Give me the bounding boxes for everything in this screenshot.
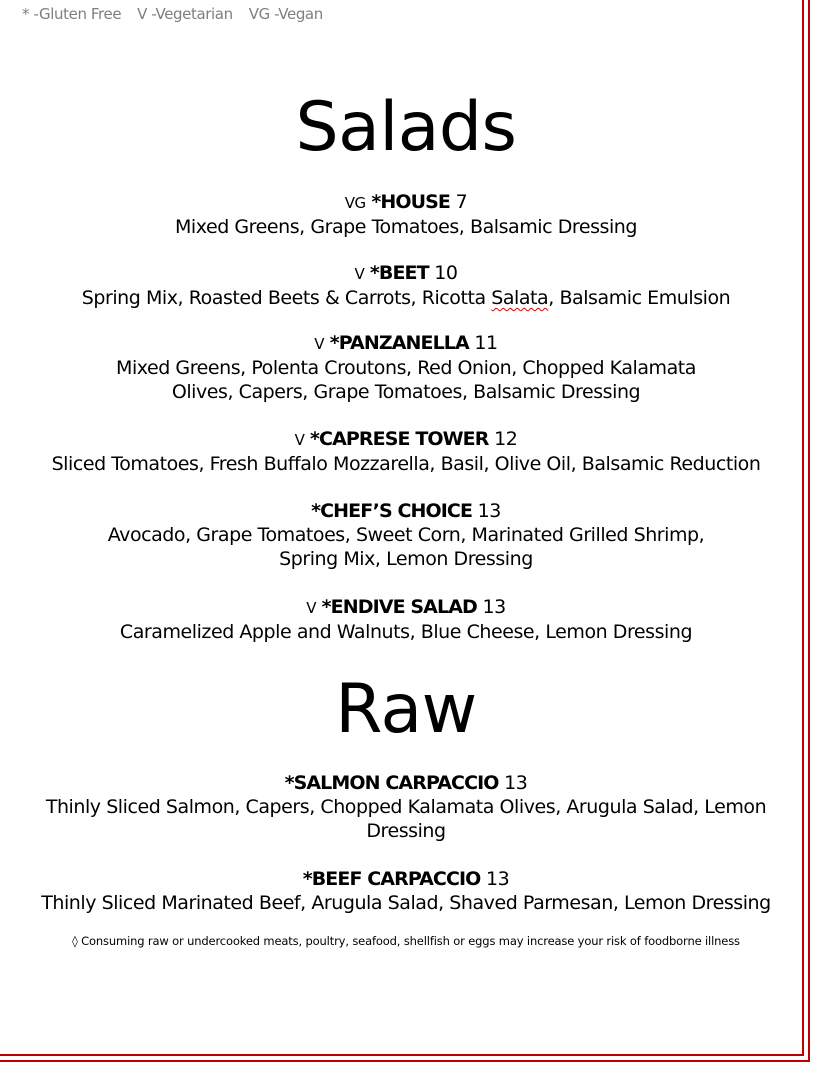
menu-item-beef-carpaccio [0,867,812,915]
item-name: *HOUSE [371,191,451,213]
diet-tag: V [314,335,325,353]
item-description-part: Spring Mix, Roasted Beets & Carrots, Ricotta [81,287,492,309]
item-heading [0,867,812,891]
item-description: Sliced Tomatoes, Fresh Buffalo Mozzarella, Basil, Olive Oil, Balsamic Reduction [51,453,761,475]
item-price: 10 [434,262,458,284]
section-title-salads: Salads [295,88,517,167]
item-heading [0,331,812,356]
item-heading [0,261,812,286]
legend-vegan: VG -Vegan [248,5,323,23]
item-heading [0,771,812,795]
diet-tag: V [294,431,305,449]
item-name: *PANZANELLA [329,332,469,354]
item-name: *ENDIVE SALAD [321,596,477,618]
menu-item-chefs-choice [0,499,812,571]
item-description: Caramelized Apple and Walnuts, Blue Cheese, Lemon Dressing [119,621,693,643]
item-description-line-1: Thinly Sliced Salmon, Capers, Chopped Kalamata Olives, Arugula Salad, Lemon [45,796,767,818]
item-description: Mixed Greens, Grape Tomatoes, Balsamic Dressing [174,216,637,238]
menu-item-endive-salad [0,595,812,644]
item-name: *BEET [369,262,429,284]
item-description-line-1: Avocado, Grape Tomatoes, Sweet Corn, Marinated Grilled Shrimp, [107,524,705,546]
dietary-legend [22,5,339,23]
diet-tag: V [306,599,317,617]
diet-tag: V [354,265,365,283]
item-price: 7 [455,191,468,213]
item-price: 13 [504,772,528,794]
menu-item-panzanella [0,331,812,404]
item-name: *BEEF CARPACCIO [302,868,481,890]
item-price: 13 [482,596,506,618]
item-price: 13 [477,500,501,522]
item-description-line-2: Olives, Capers, Grape Tomatoes, Balsamic Dressing [171,381,641,403]
menu-item-beet [0,261,812,310]
item-name: *CAPRESE TOWER [310,428,489,450]
item-name: *SALMON CARPACCIO [284,772,499,794]
spellcheck-flagged-word[interactable]: Salata [491,287,549,309]
item-description [0,286,812,310]
section-title-raw: Raw [335,670,477,749]
page-border-inner-bottom [0,1054,804,1056]
item-description-part: , Balsamic Emulsion [548,287,731,309]
item-description-line-2: Dressing [366,820,446,842]
raw-food-warning: ◊ Consuming raw or undercooked meats, poultry, seafood, shellfish or eggs may increase your risk of foodborne illness [72,934,740,948]
item-description-line-1: Mixed Greens, Polenta Croutons, Red Onion, Chopped Kalamata [116,357,696,379]
item-heading [0,427,812,452]
item-price: 13 [486,868,510,890]
item-heading [0,595,812,620]
item-description-line-2: Spring Mix, Lemon Dressing [279,548,533,570]
menu-item-house [0,190,812,239]
page-border-outer-bottom [0,1060,810,1062]
item-heading [0,499,812,523]
item-name: *CHEF’S CHOICE [311,500,473,522]
legend-vegetarian: V -Vegetarian [137,5,233,23]
item-description: Thinly Sliced Marinated Beef, Arugula Salad, Shaved Parmesan, Lemon Dressing [41,892,771,914]
item-price: 12 [494,428,518,450]
menu-item-salmon-carpaccio [0,771,812,843]
legend-gluten-free: * -Gluten Free [22,5,122,23]
diet-tag: VG [344,194,366,212]
item-price: 11 [474,332,498,354]
menu-item-caprese-tower [0,427,812,476]
item-heading [0,190,812,215]
